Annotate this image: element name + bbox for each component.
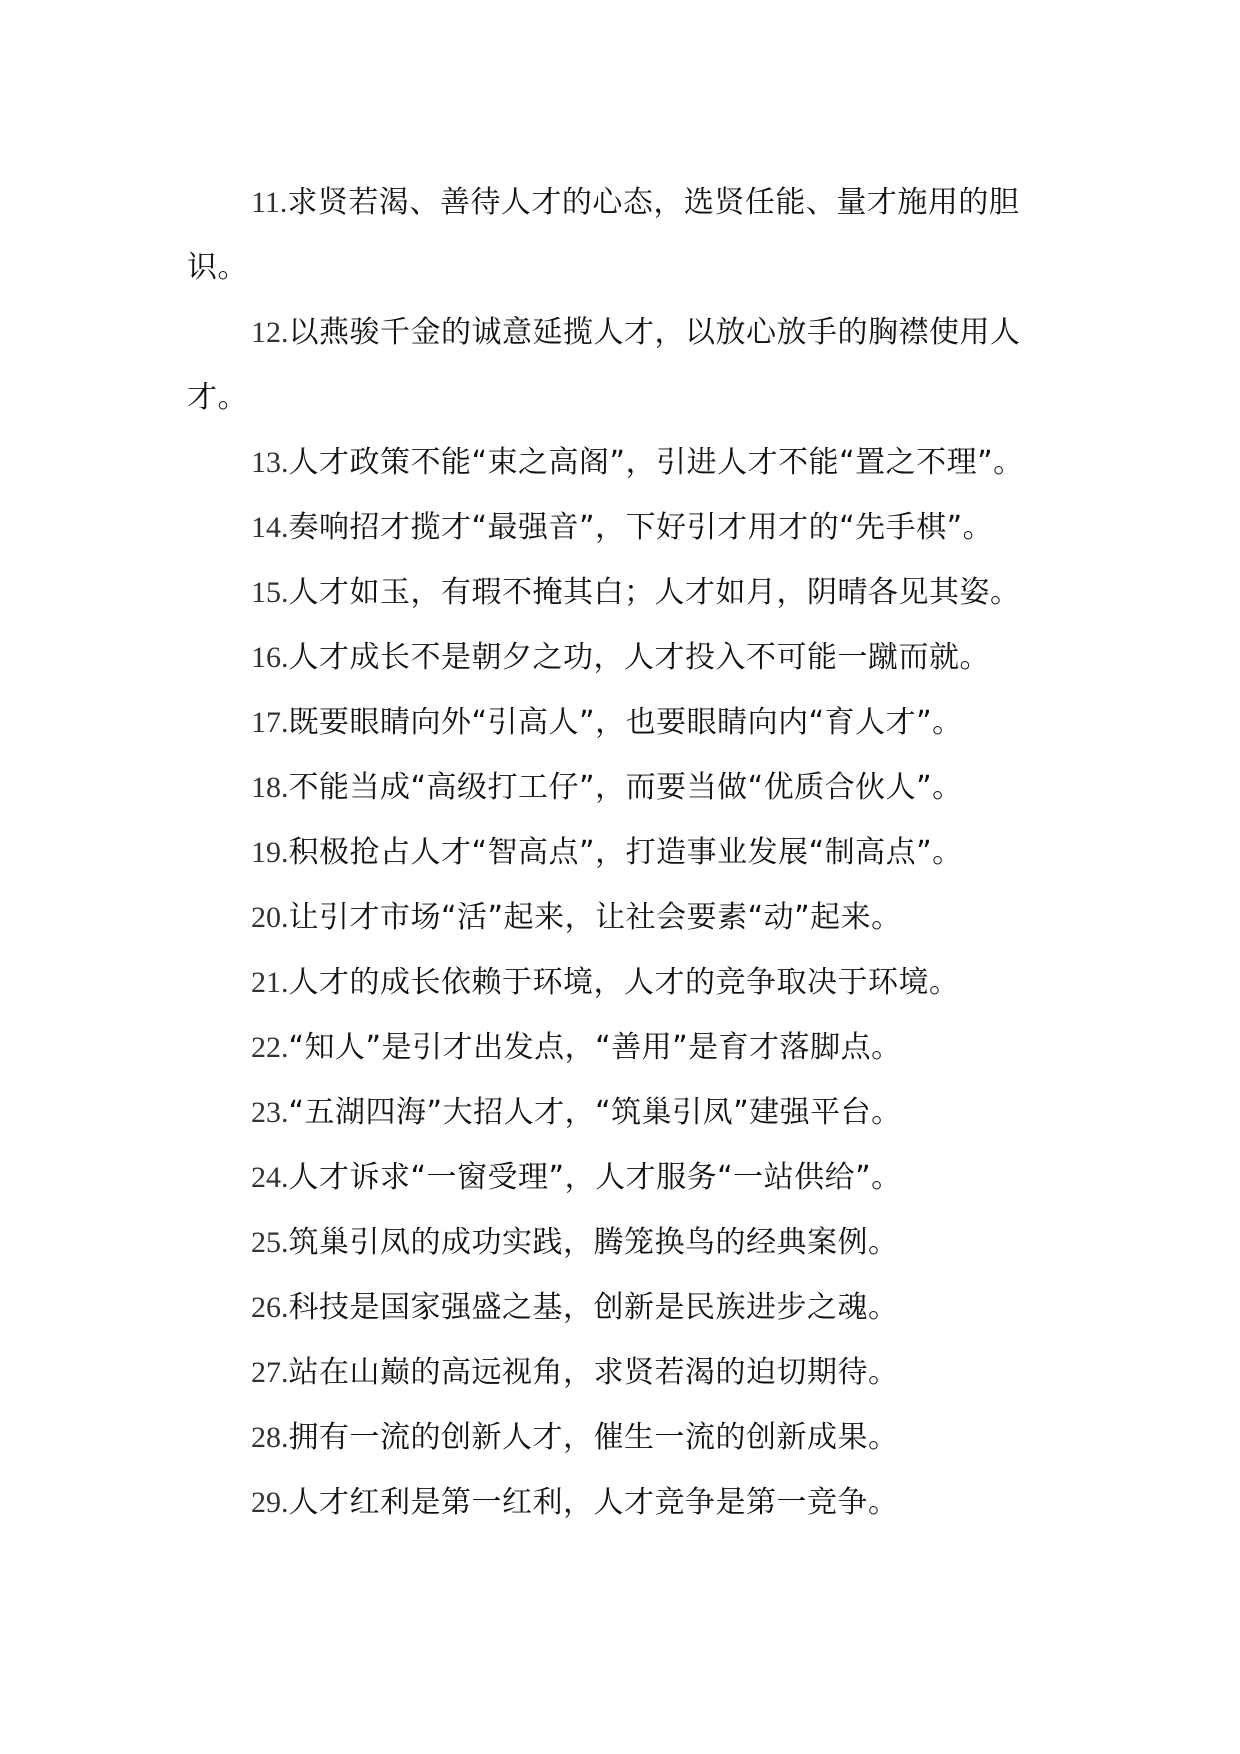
item-text: 既要眼睛向外“引高人”，也要眼睛向内“育人才”。 (288, 705, 963, 740)
item-text: 让引才市场“活”起来，让社会要素“动”起来。 (288, 900, 902, 935)
list-item (187, 820, 1067, 885)
list-item (187, 1210, 1067, 1275)
item-text: 科技是国家强盛之基，创新是民族进步之魂。 (288, 1290, 899, 1325)
item-number: 17. (251, 706, 289, 739)
item-number: 23. (251, 1096, 289, 1129)
item-text: 人才红利是第一红利，人才竞争是第一竞争。 (288, 1485, 899, 1520)
list-item (187, 560, 1067, 625)
item-text: 人才政策不能“束之高阁”，引进人才不能“置之不理”。 (288, 445, 1024, 480)
item-text: “知人”是引才出发点，“善用”是育才落脚点。 (288, 1030, 902, 1065)
list-item (187, 1405, 1067, 1470)
item-text: 筑巢引凤的成功实践，腾笼换鸟的经典案例。 (288, 1225, 899, 1260)
list-item (187, 1015, 1067, 1080)
item-number: 29. (251, 1486, 289, 1519)
item-text: 人才如玉，有瑕不掩其白；人才如月，阴晴各见其姿。 (288, 575, 1021, 610)
list-item (187, 1145, 1067, 1210)
item-number: 14. (251, 511, 289, 544)
item-number: 18. (251, 771, 289, 804)
item-number: 27. (251, 1356, 289, 1389)
list-item (187, 1470, 1067, 1535)
item-text: 人才成长不是朝夕之功，人才投入不可能一蹴而就。 (288, 640, 990, 675)
item-number: 19. (251, 836, 289, 869)
item-text: 人才的成长依赖于环境，人才的竞争取决于环境。 (288, 965, 960, 1000)
item-number: 20. (251, 901, 289, 934)
item-number: 13. (251, 446, 289, 479)
item-number: 16. (251, 641, 289, 674)
item-text: “五湖四海”大招人才，“筑巢引凤”建强平台。 (288, 1095, 902, 1130)
item-number: 28. (251, 1421, 289, 1454)
list-item (187, 1080, 1067, 1145)
list-item (187, 1275, 1067, 1340)
item-number: 11. (251, 186, 288, 219)
item-text: 以燕骏千金的诚意延揽人才，以放心放手的胸襟使用人才。 (187, 315, 1021, 415)
list-item (187, 170, 1067, 300)
list-item (187, 690, 1067, 755)
item-text: 不能当成“高级打工仔”，而要当做“优质合伙人”。 (288, 770, 963, 805)
item-number: 22. (251, 1031, 289, 1064)
item-text: 奏响招才揽才“最强音”，下好引才用才的“先手棋”。 (288, 510, 994, 545)
list-item (187, 885, 1067, 950)
list-item (187, 300, 1067, 430)
item-number: 26. (251, 1291, 289, 1324)
item-number: 21. (251, 966, 289, 999)
list-item (187, 625, 1067, 690)
item-number: 24. (251, 1161, 289, 1194)
list-item (187, 950, 1067, 1015)
item-number: 15. (251, 576, 289, 609)
list-item (187, 495, 1067, 560)
item-text: 积极抢占人才“智高点”，打造事业发展“制高点”。 (288, 835, 963, 870)
list-item (187, 1340, 1067, 1405)
item-text: 求贤若渴、善待人才的心态，选贤任能、量才施用的胆识。 (187, 185, 1020, 285)
list-item (187, 755, 1067, 820)
item-number: 25. (251, 1226, 289, 1259)
item-text: 站在山巅的高远视角，求贤若渴的迫切期待。 (288, 1355, 899, 1390)
item-text: 人才诉求“一窗受理”，人才服务“一站供给”。 (288, 1160, 902, 1195)
item-number: 12. (251, 316, 289, 349)
item-text: 拥有一流的创新人才，催生一流的创新成果。 (288, 1420, 899, 1455)
list-item (187, 430, 1067, 495)
document-body (187, 170, 1067, 1535)
